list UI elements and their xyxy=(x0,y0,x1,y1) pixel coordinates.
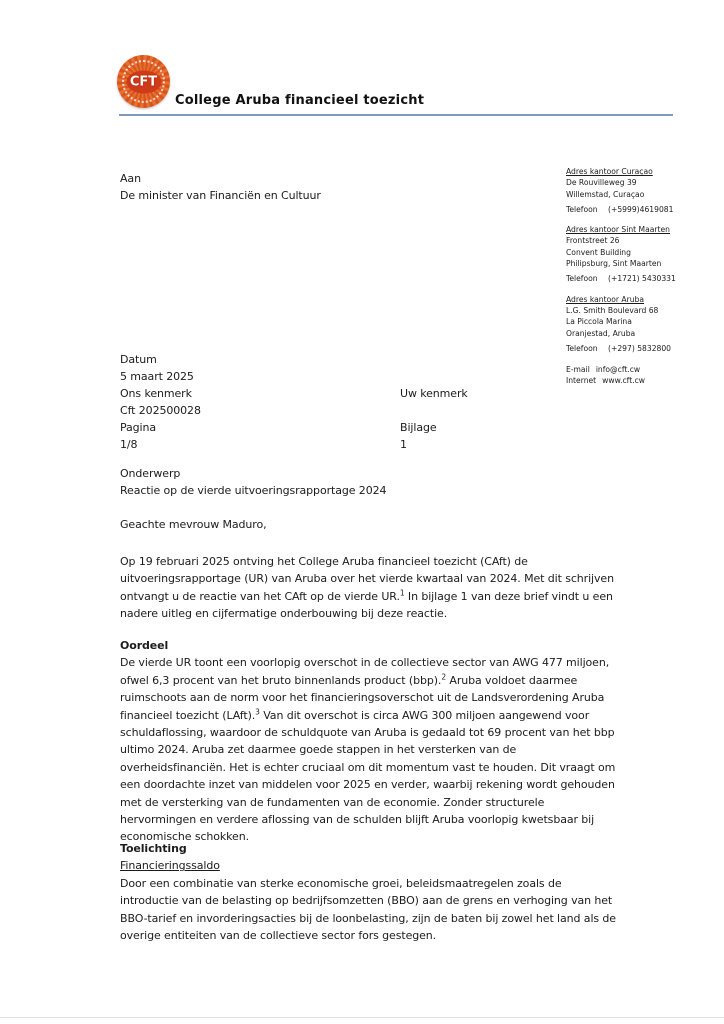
phone-label: Telefoon xyxy=(566,343,598,353)
kenmerk-value-row xyxy=(120,402,540,419)
office-sint-maarten xyxy=(566,224,711,284)
footnote-marker-2: 2 xyxy=(441,672,446,682)
bijlage-value: 1 xyxy=(400,438,407,451)
contact-extra xyxy=(566,364,711,387)
pagina-value: 1/8 xyxy=(120,438,138,451)
paragraph-intro xyxy=(120,553,620,623)
phone-label: Telefoon xyxy=(566,274,598,284)
internet-label: Internet xyxy=(566,376,597,386)
letter-meta-block xyxy=(120,351,540,453)
cft-logo-text: CFT xyxy=(129,74,158,89)
footnote-marker-3: 3 xyxy=(255,706,260,716)
section-toelichting xyxy=(120,840,620,944)
office-address-line: Oranjestad, Aruba xyxy=(566,328,636,338)
phone-number: (+1721) 5430331 xyxy=(608,274,676,284)
email-value: info@cft.cw xyxy=(595,365,641,375)
footnote-marker-1: 1 xyxy=(399,588,405,598)
salutation: Geachte mevrouw Maduro, xyxy=(120,518,267,531)
oordeel-text: De vierde UR toont een voorlopig overschot in de collectieve sector van AWG 477 miljoen, ofwel 6,3 procent van het bruto binnenlands product (bbp). xyxy=(120,656,610,687)
page-bottom-edge xyxy=(0,1017,724,1018)
organization-title: College Aruba financieel toezicht xyxy=(175,93,425,108)
pagina-value-row xyxy=(120,436,540,453)
office-phone-line xyxy=(566,204,711,215)
toelichting-heading: Toelichting xyxy=(120,842,187,855)
datum-label: Datum xyxy=(120,353,157,366)
office-heading: Adres kantoor Sint Maarten xyxy=(566,225,670,235)
recipient-block xyxy=(120,170,321,204)
office-address-line: De Rouvilleweg 39 xyxy=(566,178,637,188)
internet-value: www.cft.cw xyxy=(602,376,645,386)
office-address-line: L.G. Smith Boulevard 68 xyxy=(566,305,659,315)
ons-kenmerk-label: Ons kenmerk xyxy=(120,387,192,400)
datum-value: 5 maart 2025 xyxy=(120,370,194,383)
oordeel-paragraph xyxy=(120,654,620,845)
office-phone-line xyxy=(566,343,711,354)
office-address-line: Willemstad, Curaçao xyxy=(566,189,645,199)
kenmerk-label-row xyxy=(120,385,540,402)
paragraph-intro-text: Op 19 februari 2025 ontving het College Aruba financieel toezicht (CAft) de uitvoeringsrapportage (UR) van Aruba over het vierde kwartaal van 2024. Met dit schrijven ontvangt u de reactie van het CAft op de vierde UR. xyxy=(120,555,614,603)
office-curacao xyxy=(566,166,711,215)
email-label: E-mail xyxy=(566,365,590,375)
cft-logo-icon xyxy=(117,55,170,108)
email-line xyxy=(566,364,711,375)
phone-label: Telefoon xyxy=(566,204,598,214)
oordeel-text: Aruba voldoet daarmee ruimschoots aan de norm voor het financieringsoverschot uit de Landsverordening Aruba financieel toezicht (LAft). xyxy=(120,673,605,722)
oordeel-text: Van dit overschot is circa AWG 300 miljoen aangewend voor schuldaflossing, waardoor de schuldquote van Aruba is gedaald tot 69 procent van het bbp ultimo 2024. Aruba zet daarmee goede stappen in het versterken van de overheidsfinanciën. Het is echter cruciaal om dit momentum vast te houden. Dit vraagt om een doordachte inzet van middelen voor 2025 en verder, waarbij rekening wordt gehouden met de versterking van de fundamenten van de economie. Zonder structurele hervormingen en verdere aflossing van de schulden blijft Aruba voorlopig kwetsbaar bij economische schokken. xyxy=(120,708,616,844)
office-heading: Adres kantoor Curaçao xyxy=(566,167,653,176)
pagina-label-row xyxy=(120,419,540,436)
phone-number: (+5999)4619081 xyxy=(608,204,674,214)
office-address-line: Frontstreet 26 xyxy=(566,236,620,246)
paragraph-intro-text: In bijlage 1 van deze brief vindt u een nadere uitleg en cijfermatige onderbouwing bij deze reactie. xyxy=(120,589,613,621)
datum-value-row xyxy=(120,368,540,385)
office-phone-line xyxy=(566,273,711,284)
office-aruba xyxy=(566,294,711,354)
datum-label-row xyxy=(120,351,540,368)
uw-kenmerk-label: Uw kenmerk xyxy=(400,387,468,400)
recipient-name: De minister van Financiën en Cultuur xyxy=(120,189,321,202)
recipient-label: Aan xyxy=(120,172,141,185)
financieringssaldo-paragraph: Door een combinatie van sterke economische groei, beleidsmaatregelen zoals de introductie van de belasting op bedrijfsomzetten (BBO) aan de grens en verhoging van het BBO-tarief en invorderingsacties bij de loonbelasting, zijn de baten bij zowel het land als de overige entiteiten van de collectieve sector fors gestegen. xyxy=(120,876,616,943)
internet-line xyxy=(566,375,711,386)
office-heading: Adres kantoor Aruba xyxy=(566,294,645,304)
bijlage-label: Bijlage xyxy=(400,421,437,434)
office-address-line: Philipsburg, Sint Maarten xyxy=(566,259,662,269)
pagina-label: Pagina xyxy=(120,421,157,434)
phone-number: (+297) 5832800 xyxy=(608,343,672,353)
office-address-line: Convent Building xyxy=(566,247,631,257)
contact-column xyxy=(566,166,711,387)
section-oordeel xyxy=(120,637,620,846)
oordeel-heading: Oordeel xyxy=(120,639,169,652)
cft-logo-center xyxy=(126,70,161,93)
header-divider xyxy=(119,114,673,116)
subject-value: Reactie op de vierde uitvoeringsrapportage 2024 xyxy=(120,484,387,497)
financieringssaldo-heading: Financieringssaldo xyxy=(120,859,220,873)
ons-kenmerk-value: Cft 202500028 xyxy=(120,404,201,417)
subject-label: Onderwerp xyxy=(120,467,181,480)
office-address-line: La Piccola Marina xyxy=(566,317,632,327)
subject-block xyxy=(120,465,386,499)
